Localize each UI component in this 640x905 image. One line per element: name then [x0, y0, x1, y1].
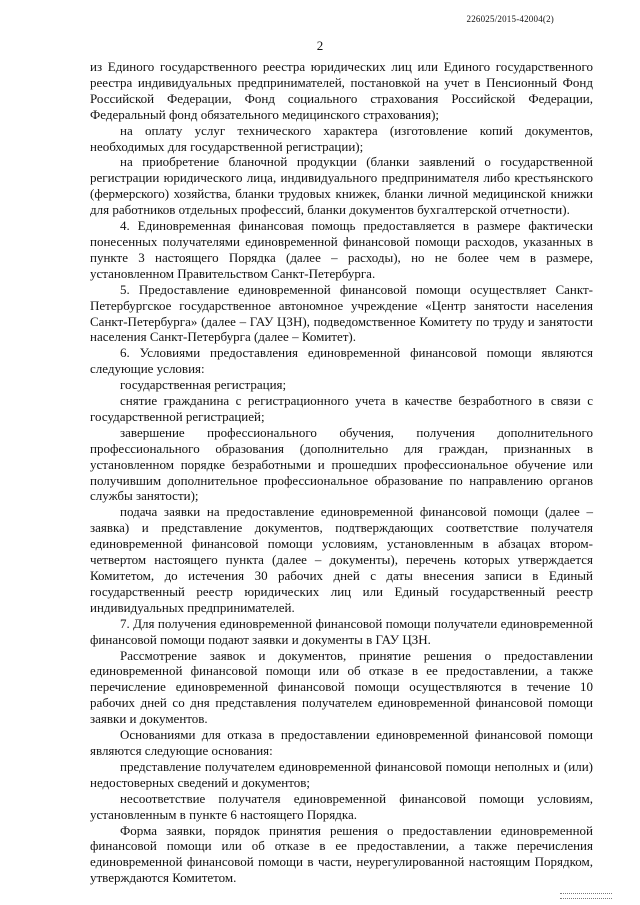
paragraph-clause-4: 4. Единовременная финансовая помощь предоставляется в размере фактически понесенных получателями единовременной финансовой помощи расходов, указанных в пункте 3 настоящего Порядка (далее – расходы), но не более чем в размере, установленном Правительством Санкт-Петербурга.	[90, 218, 593, 281]
paragraph-list-item: несоответствие получателя единовременной финансовой помощи условиям, установленным в пункте 6 настоящего Порядка.	[90, 790, 593, 822]
paragraph-continuation: из Единого государственного реестра юридических лиц или Единого государственного реестра индивидуальных предпринимателей, постановкой на учет в Пенсионный Фонд Российской Федерации, Фонд социального страхования Российской Федерации, Федеральный фонд обязательного медицинского страхования);	[90, 59, 593, 122]
paragraph: Основаниями для отказа в предоставлении единовременной финансовой помощи являются следующие основания:	[90, 727, 593, 758]
paragraph-clause-5: 5. Предоставление единовременной финансовой помощи осуществляет Санкт-Петербургское государственное автономное учреждение «Центр занятости населения Санкт-Петербурга» (далее – ГАУ ЦЗН), подведомственное Комитету по труду и занятости населения Санкт-Петербурга (далее – Комитет).	[90, 281, 593, 345]
paragraph-list-item: представление получателем единовременной финансовой помощи неполных и (или) недостоверных сведений и документов;	[90, 758, 593, 790]
paragraph-list-item: завершение профессионального обучения, получения дополнительного профессионального образования (дополнительно для граждан, признанных в установленном порядке безработными и прошедших профессиональное обучение или получившим дополнительное профессиональное образование по направлению органов службы занятости);	[90, 424, 593, 504]
paragraph: Рассмотрение заявок и документов, принятие решения о предоставлении единовременной финансовой помощи или об отказе в ее предоставлении, а также перечисление единовременной финансовой помощи осуществляются в течение 10 рабочих дней со дня представления получателем единовременной финансовой помощи заявки и документов.	[90, 647, 593, 727]
page-number: 2	[316, 38, 324, 53]
scan-artifact	[560, 893, 612, 899]
paragraph-clause-7: 7. Для получения единовременной финансовой помощи получатели единовременной финансовой помощи подают заявки и документы в ГАУ ЦЗН.	[90, 615, 593, 647]
paragraph-list-item: снятие гражданина с регистрационного учета в качестве безработного в связи с государственной регистрацией;	[90, 393, 593, 424]
paragraph-list-item: государственная регистрация;	[120, 377, 287, 393]
paragraph-list-item: на приобретение бланочной продукции (бланки заявлений о государственной регистрации юридического лица, индивидуального предпринимателя либо крестьянского (фермерского) хозяйства, бланки трудовых книжек, бланки личной медицинской книжки для работников отдельных профессий, бланки документов бухгалтерской отчетности).	[90, 154, 593, 218]
document-body	[90, 59, 593, 886]
paragraph: Форма заявки, порядок принятия решения о предоставлении единовременной финансовой помощи или об отказе в ее предоставлении, а также перечисления единовременной финансовой помощи в части, неурегулированной настоящим Порядком, утверждаются Комитетом.	[90, 822, 593, 886]
document-id: 226025/2015-42004(2)	[466, 14, 554, 24]
paragraph-list-item: подача заявки на предоставление единовременной финансовой помощи (далее – заявка) и представление документов, подтверждающих соответствие получателя единовременной финансовой помощи условиям, установленным в абзацах втором-четвертом настоящего пункта (далее – документы), перечень которых утверждается Комитетом, до истечения 30 рабочих дней с даты внесения записи в Единый государственный реестр юридических лиц или Единый государственный реестр индивидуальных предпринимателей.	[90, 504, 593, 615]
paragraph-clause-6: 6. Условиями предоставления единовременной финансовой помощи являются следующие условия:	[90, 345, 593, 377]
paragraph-list-item: на оплату услуг технического характера (изготовление копий документов, необходимых для государственной регистрации);	[90, 122, 593, 154]
